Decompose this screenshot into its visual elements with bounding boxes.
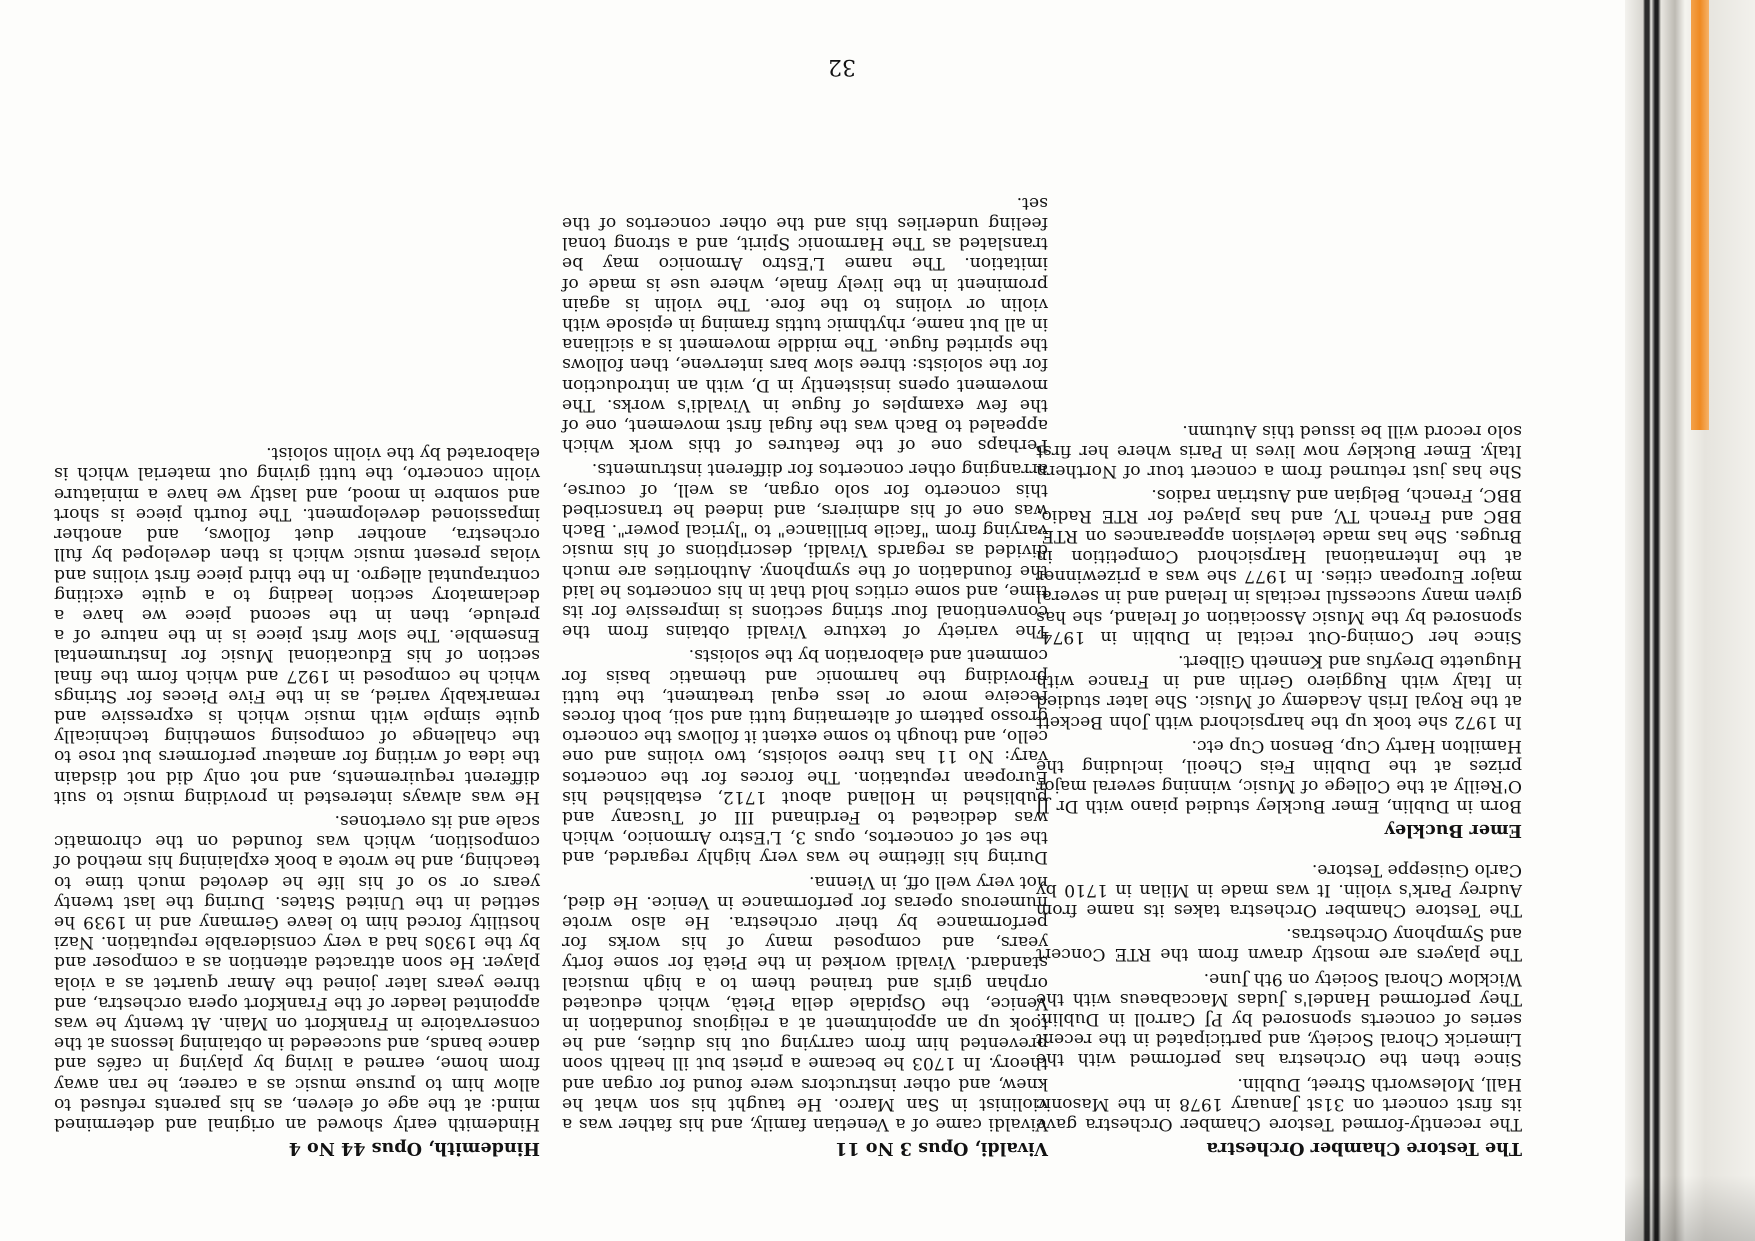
paragraph: Hindemith early showed an original and determined mind: at the age of eleven, as his parents refused to allow him to pursue music as a career, he ran away from home, earned a living by playing in cafés and dance bands, and succeeded in obtaining lessons at the conservatoire in Frankfort on Main. At twenty he was appointed leader of the Frankfort opera orchestra, and three years later joined the Amar quartet as a viola player. He soon attracted attention as a composer and by the 1930s had a very considerable reputation. Nazi hostility forced him to leave Germany and in 1939 he settled in the United States. During the last twenty years or so of his life he devoted much time to teaching, and he wrote a book explaining his method of composition, which was founded on the chromatic scale and its overtones. <box>54 810 540 1134</box>
paragraph: The players are mostly drawn from the RTE Concert and Symphony Orchestras. <box>1036 924 1522 965</box>
column-left <box>1036 417 1522 1160</box>
page-shadow <box>1625 1175 1755 1241</box>
paragraph: Since then the Orchestra has performed with the Limerick Choral Society, and participated in the recent series of concerts sponsored by PJ Carroll in Dublin. They performed Handel's Judas Maccabaeus with the Wicklow Choral Society on 9th June. <box>1036 968 1522 1070</box>
paragraph: She has just returned from a concert tour of Northern Italy. Emer Buckley now lives in Paris where her first solo record will be issued this Autumn. <box>1036 420 1522 482</box>
paragraph: Born in Dublin, Emer Buckley studied piano with Dr JJ O'Reilly at the College of Music, winning several major prizes at the Dublin Feis Cheoil, including the Hamilton Harty Cup, Benson Cup etc. <box>1036 735 1522 817</box>
paragraph: The Testore Chamber Orchestra takes its name from Audrey Park's violin. It was made in Milan in 1710 by Carlo Guiseppe Testore. <box>1036 859 1522 920</box>
paragraph: The recently-formed Testore Chamber Orchestra gave its first concert on 31st January 1978 in the Masonic Hall, Molesworth Street, Dublin. <box>1036 1073 1522 1134</box>
paragraph: During his lifetime he was very highly regarded, and the set of concertos, opus 3, L'Estro Armonico, which was dedicated to Ferdinand III of Tuscany and published in Holland about 1712, established his European reputation. The forces for the concertos vary: No 11 has three soloists, two violins and one cello, and though to some extent it follows the concerto grosso pattern of alternating tutti and soli, both forces receive more or less equal treatment, the tutti providing the harmonic and thematic basis for comment and elaboration by the soloists. <box>562 645 1048 868</box>
section-heading: Emer Buckley <box>1384 820 1522 842</box>
column-right <box>54 439 540 1159</box>
column-middle <box>562 189 1048 1159</box>
section-heading: Vivaldi, Opus 3 No 11 <box>835 1138 1048 1159</box>
paragraph: Vivaldi came of a Venetian family, and his father was a violinist in San Marco. He taught his son what he knew, and other instructors were found for organ and theory. In 1703 he became a priest but ill health soon prevented him from carrying out his duties, and he took up an appointment at a religious foundation in Venice, the Ospidale della Pietà, which educated orphan girls and trained them to a high musical standard. Vivaldi worked in the Pietà for some forty years, and composed many of his works for performance by their orchestra. He also wrote numerous operas for performance in Venice. He died, not very well off, in Vienna. <box>562 871 1048 1134</box>
book-binding-edge <box>1625 0 1755 1241</box>
paragraph: In 1972 she took up the harpsichord with John Beckett at the Royal Irish Academy of Music. She later studied in Italy with Ruggiero Gerlin and in France with Huguette Dreyfus and Kenneth Gilbert. <box>1036 650 1522 732</box>
orange-bookmark-strip <box>1691 0 1709 430</box>
section-heading: The Testore Chamber Orchestra <box>1206 1138 1522 1159</box>
paragraph: Perhaps one of the features of this work which appealed to Bach was the fugal first movement, one of the few examples of fugue in Vivaldi's works. The movement opens insistently in D, with an introduction for the soloists: three slow bars intervene, then follows the spirited fugue. The middle movement is a siciliana in all but name, rhythmic tuttis framing in episode with violin or violins to the fore. The violin is again prominent in the lively finale, where use is made of imitation. The name L'Estro Armonico may be translated as The Harmonic Spirit, and a strong tonal feeling underlies this and the other concertos of the set. <box>562 192 1048 456</box>
page-number: 32 <box>828 54 856 79</box>
paragraph: Since her Coming-Out recital in Dublin in 1974, sponsored by the Music Association of Ireland, she has given many successful recitals in Ireland and in several major European cities. In 1977 she was a prizewinner at the International Harpsichord Competition in Bruges. She has made television appearances on RTE, BBC and French TV, and has played for RTE Radio, BBC, French, Belgian and Austrian radios. <box>1036 485 1522 647</box>
paragraph: He was always interested in providing music to suit different requirements, and not only did not disdain the idea of writing for amateur performers but rose to the challenge of composing something technically quite simple with music which is expressive and remarkably varied, as in the Five Pieces for Strings which he composed in 1927 and which form the final section of his Educational Music for Instrumental Ensemble. The slow first piece is in the nature of a prelude, then in the second piece we have a declamatory section leading to a quite exciting contrapuntal allegro. In the third piece first violins and violas present music which is then developed by full orchestra, another duet follows, and another impassioned development. The fourth piece is short and sombre in mood, and lastly we have a miniature violin concerto, the tutti giving out material which is elaborated by the violin soloist. <box>54 443 540 807</box>
section-heading: Hindemith, Opus 44 No 4 <box>288 1138 540 1159</box>
paragraph: The variety of texture Vivaldi obtains from the conventional four string sections is impressive for its time, and some critics hold that in his concertos he laid the foundation of the symphony. Authorities are much divided as regards Vivaldi, descriptions of his music varying from "facile brilliance" to "lyrical power". Bach was one of his admirers, and indeed he transcribed this concerto for solo organ, as well, of course, arranging other concertos for different instruments. <box>562 459 1048 642</box>
